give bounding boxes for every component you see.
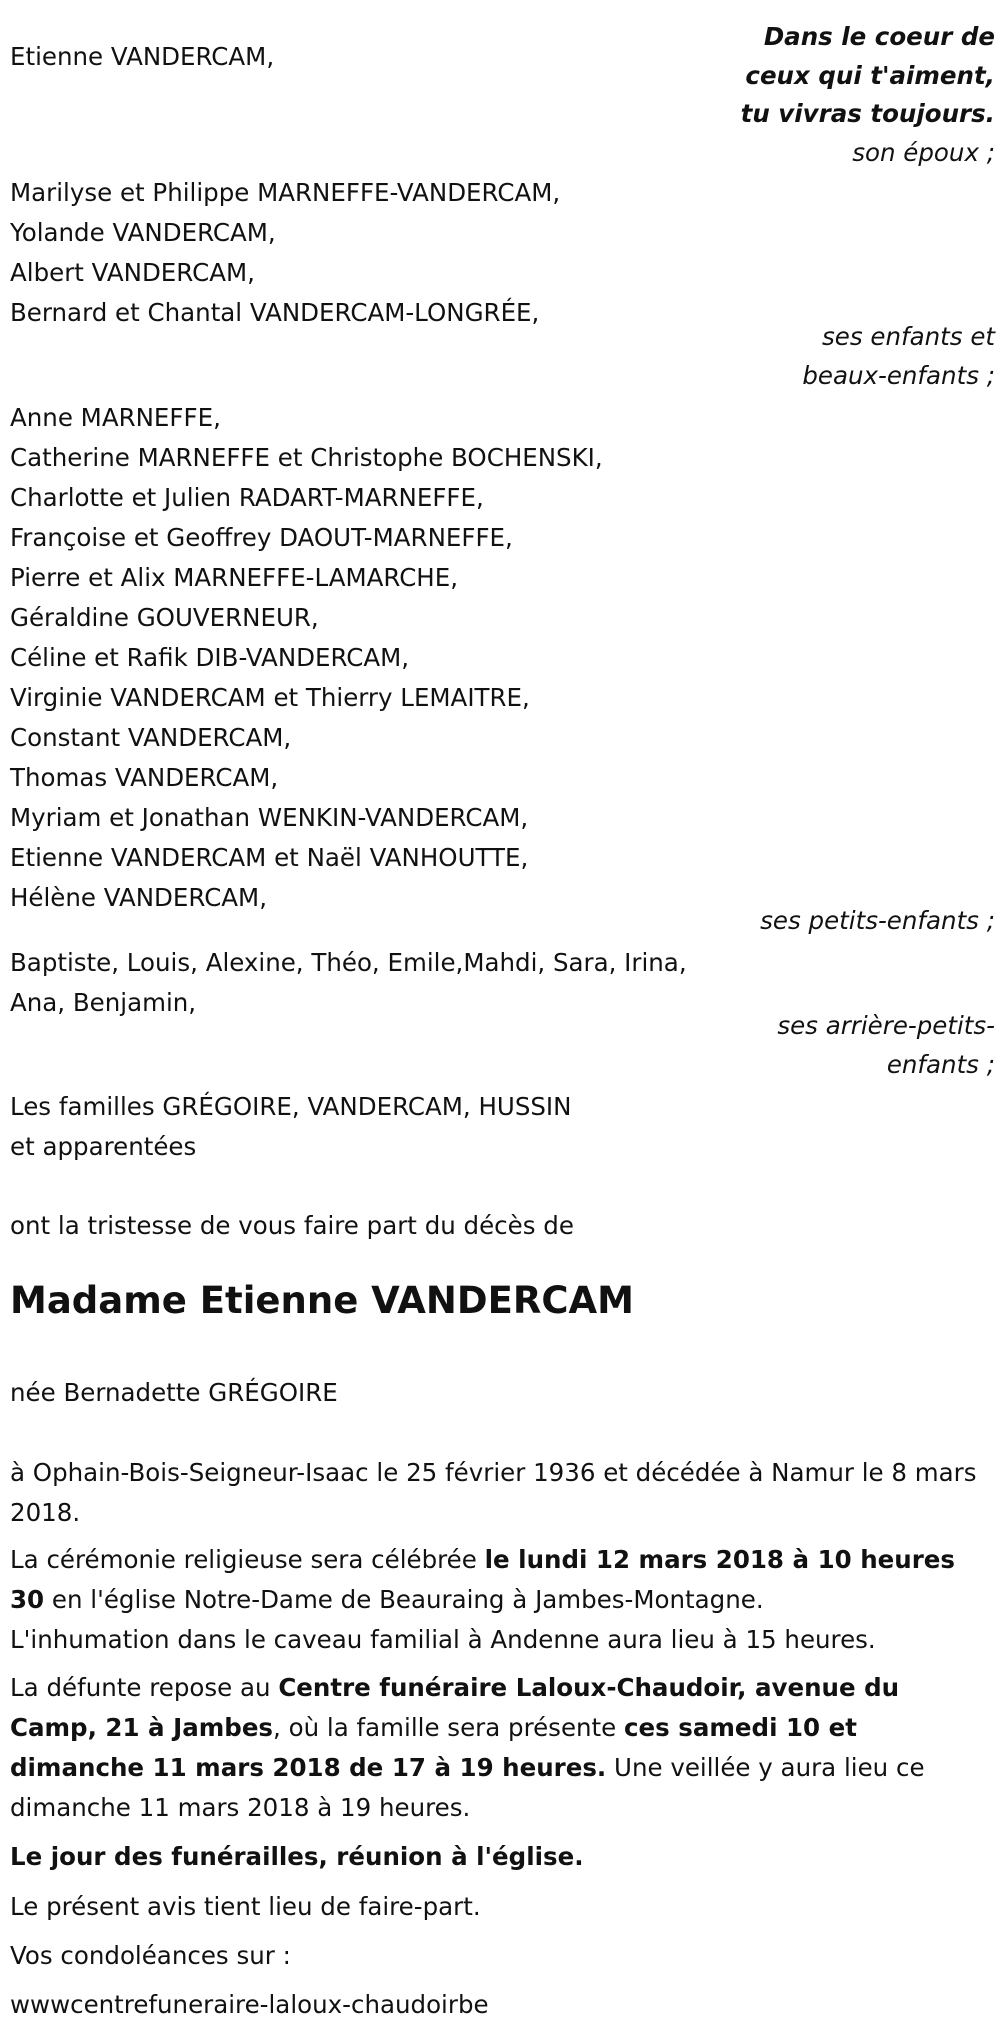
grandchild-name: Pierre et Alix MARNEFFE-LAMARCHE, [10, 563, 458, 592]
maiden-name: née Bernadette GRÉGOIRE [10, 1378, 338, 1407]
grandchild-name: Hélène VANDERCAM, [10, 883, 267, 912]
great-grandchildren-names: Baptiste, Louis, Alexine, Théo, Emile,Mahdi, Sara, Irina, [10, 948, 687, 977]
grandchild-name: Virginie VANDERCAM et Thierry LEMAITRE, [10, 683, 530, 712]
condolences-label: Vos condoléances sur : [10, 1941, 291, 1970]
great-grandchildren-role: enfants ; [886, 1050, 995, 1079]
rest-info [10, 1668, 985, 1828]
meeting-info: Le jour des funérailles, réunion à l'église. [10, 1842, 584, 1871]
ceremony-intro: La cérémonie religieuse sera célébrée [10, 1545, 485, 1574]
grandchild-name: Céline et Rafik DIB-VANDERCAM, [10, 643, 410, 672]
announcement: ont la tristesse de vous faire part du décès de [10, 1211, 574, 1240]
vigil-info: Une veillée y aura lieu ce dimanche 11 mars 2018 à 19 heures. [10, 1753, 925, 1822]
grandchild-name: Etienne VANDERCAM et Naël VANHOUTTE, [10, 843, 529, 872]
grandchildren-role: ses petits-enfants ; [760, 906, 995, 935]
rest-location: Centre funéraire Laloux-Chaudoir, avenue du Camp, 21 à Jambes [10, 1673, 900, 1742]
verse [741, 18, 995, 134]
visiting-hours: ces samedi 10 et dimanche 11 mars 2018 de 17 à 19 heures. [10, 1713, 857, 1782]
grandchild-name: Françoise et Geoffrey DAOUT-MARNEFFE, [10, 523, 513, 552]
great-grandchildren-role: ses arrière-petits- [777, 1011, 995, 1040]
grandchild-name: Thomas VANDERCAM, [10, 763, 279, 792]
families: Les familles GRÉGOIRE, VANDERCAM, HUSSIN [10, 1092, 572, 1121]
husband-name: Etienne VANDERCAM, [10, 42, 275, 71]
grandchild-name: Charlotte et Julien RADART-MARNEFFE, [10, 483, 484, 512]
children-role: beaux-enfants ; [802, 361, 995, 390]
ceremony-place: en l'église Notre-Dame de Beauraing à Jambes-Montagne. [44, 1585, 764, 1614]
ceremony-info [10, 1540, 985, 1660]
great-grandchildren-names: Ana, Benjamin, [10, 988, 197, 1017]
deceased-name: Madame Etienne VANDERCAM [10, 1279, 634, 1322]
child-name: Albert VANDERCAM, [10, 258, 255, 287]
child-name: Marilyse et Philippe MARNEFFE-VANDERCAM, [10, 178, 561, 207]
child-name: Bernard et Chantal VANDERCAM-LONGRÉE, [10, 298, 540, 327]
rest-intro: La défunte repose au [10, 1673, 279, 1702]
grandchild-name: Anne MARNEFFE, [10, 403, 221, 432]
rest-middle: , où la famille sera présente [273, 1713, 625, 1742]
verse-line: ceux qui t'aiment, [745, 60, 995, 90]
grandchild-name: Catherine MARNEFFE et Christophe BOCHENSKI, [10, 443, 603, 472]
grandchild-name: Myriam et Jonathan WENKIN-VANDERCAM, [10, 803, 529, 832]
notice: Le présent avis tient lieu de faire-part. [10, 1892, 481, 1921]
children-role: ses enfants et [822, 322, 995, 351]
verse-line: tu vivras toujours. [740, 99, 995, 128]
husband-role: son époux ; [852, 138, 995, 167]
birth-death-info: à Ophain-Bois-Seigneur-Isaac le 25 février 1936 et décédée à Namur le 8 mars 2018. [10, 1458, 977, 1527]
child-name: Yolande VANDERCAM, [10, 218, 276, 247]
grandchild-name: Constant VANDERCAM, [10, 723, 292, 752]
grandchild-name: Géraldine GOUVERNEUR, [10, 603, 319, 632]
website-link[interactable]: wwwcentrefuneraire-laloux-chaudoirbe [10, 1990, 489, 2019]
families: et apparentées [10, 1132, 197, 1161]
ceremony-datetime: le lundi 12 mars 2018 à 10 heures 30 [10, 1545, 955, 1614]
burial-info: L'inhumation dans le caveau familial à Andenne aura lieu à 15 heures. [10, 1625, 876, 1654]
verse-line: Dans le coeur de [763, 22, 995, 51]
